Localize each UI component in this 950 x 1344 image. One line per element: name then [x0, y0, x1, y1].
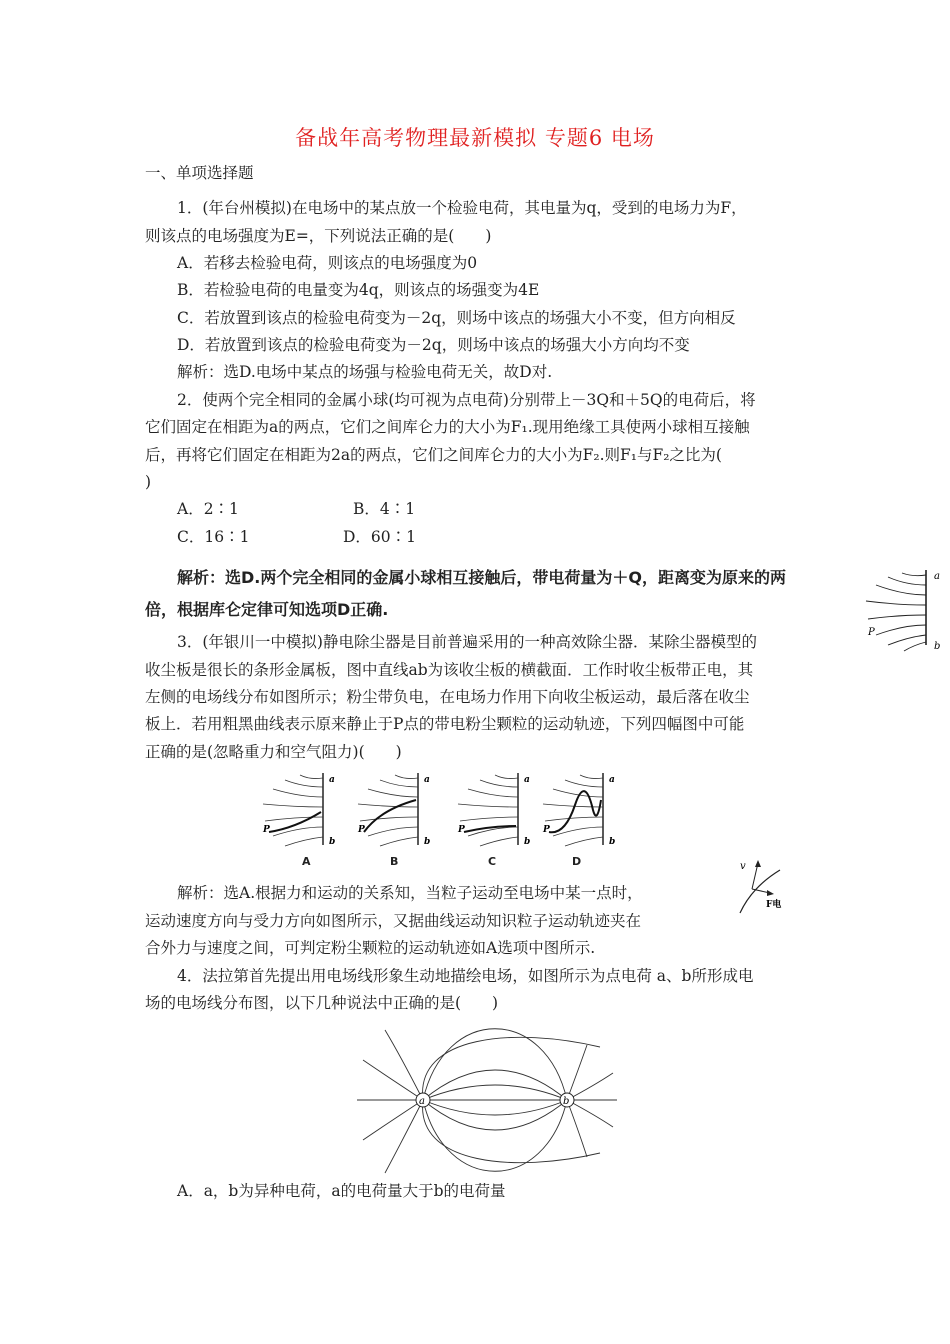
q1-stem-line2: 则该点的电场强度为E=，下列说法正确的是( ): [145, 227, 492, 245]
q3-stem-line3: 左侧的电场线分布如图所示；粉尘带负电，在电场力作用下向收尘板运动，最后落在收尘: [145, 688, 750, 706]
q2-stem-line2: 它们固定在相距为a的两点，它们之间库仑力的大小为F₁.现用绝缘工具使两小球相互接触: [145, 418, 750, 436]
q2-answer-line2: 倍，根据库仑定律可知选项D正确.: [145, 600, 389, 619]
fig-label-plate_bottom: b: [424, 837, 431, 847]
fig-label-point: P: [263, 825, 270, 835]
q1-stem-line1: 1．(年台州模拟)在电场中的某点放一个检验电荷，其电量为q，受到的电场力为F，: [177, 199, 747, 217]
page-title: 备战年高考物理最新模拟 专题6 电场: [295, 126, 655, 150]
field-line: [545, 817, 603, 821]
q2-stem-line1: 2．使两个完全相同的金属小球(均可视为点电荷)分别带上－3Q和＋5Q的电荷后，将: [177, 391, 756, 409]
field-line: [460, 817, 518, 821]
field-line: [480, 780, 518, 787]
q3-stem-line1: 3．(年银川一中模拟)静电除尘器是目前普遍采用的一种高效除尘器．某除尘器模型的: [177, 633, 757, 651]
field-line: [285, 780, 323, 787]
velocity-force-figure: [730, 855, 800, 915]
field-line: [495, 775, 518, 779]
field-line: [395, 775, 418, 779]
side-fig-label-a: a: [934, 571, 940, 582]
side-fig-label-b: b: [934, 641, 941, 652]
field-line: [368, 789, 418, 797]
fig-label-plate_bottom: b: [329, 837, 336, 847]
q2-option-c: C．16∶1: [177, 528, 250, 546]
fig-label-point: P: [458, 825, 465, 835]
field-line: [358, 804, 418, 807]
field-line: [580, 775, 603, 779]
q2-answer-line1: 解析：选D.两个完全相同的金属小球相互接触后，带电荷量为＋Q，距离变为原来的两: [177, 568, 786, 587]
q3-answer-line1: 解析：选A.根据力和运动的关系知，当粒子运动至电场中某一点时，: [177, 884, 643, 902]
q4-stem-line1: 4．法拉第首先提出用电场线形象生动地描绘电场，如图所示为点电荷 a、b所形成电: [177, 967, 754, 985]
trajectory-curve: [269, 812, 321, 832]
velocity-label: v: [740, 861, 746, 872]
q2-option-a: A．2∶1: [177, 500, 239, 518]
force-label: F电: [766, 900, 782, 910]
field-line: [285, 837, 323, 846]
q3-figures-svg: [255, 770, 625, 850]
q1-option-d: D．若放置到该点的检验电荷变为－2q，则场中该点的场强大小方向均不变: [177, 336, 690, 354]
q1-option-a: A．若移去检验电荷，则该点的电场强度为0: [177, 254, 478, 272]
q3-figure-b: [357, 773, 430, 847]
q3-fig-label-c: C: [488, 855, 497, 868]
q4-stem-line2: 场的电场线分布图，以下几种说法中正确的是( ): [145, 994, 499, 1012]
charge-b-label: b: [563, 1096, 570, 1107]
field-line: [458, 804, 518, 807]
q3-stem-line5: 正确的是(忽略重力和空气阻力)( ): [145, 743, 402, 761]
fig-label-point: P: [358, 825, 365, 835]
q3-figure-a: [262, 773, 335, 847]
q3-answer-line3: 合外力与速度之间，可判定粉尘颗粒的运动轨迹如A选项中图所示.: [145, 939, 596, 957]
q1-option-c: C．若放置到该点的检验电荷变为－2q，则场中该点的场强大小不变，但方向相反: [177, 309, 736, 327]
side-fig-label-p: P: [868, 627, 875, 638]
fig-label-point: P: [543, 825, 550, 835]
q1-answer: 解析：选D.电场中某点的场强与检验电荷无关，故D对.: [177, 363, 553, 381]
field-line: [300, 775, 323, 779]
q2-stem-line3: 后，再将它们固定在相距为2a的两点，它们之间库仑力的大小为F₂.则F₁与F₂之比为(: [145, 446, 722, 464]
q3-stem-line4: 板上．若用粗黑曲线表示原来静止于P点的带电粉尘颗粒的运动轨迹，下列四幅图中可能: [145, 715, 745, 733]
field-line: [380, 780, 418, 787]
fig-label-plate_top: a: [609, 775, 615, 785]
field-line: [380, 837, 418, 846]
q1-option-b: B．若检验电荷的电量变为4q，则该点的场强变为4E: [177, 281, 540, 299]
field-line: [480, 837, 518, 846]
trajectory-curve: [549, 791, 601, 832]
q2-option-d: D．60∶1: [343, 528, 417, 546]
q2-option-b: B．4∶1: [353, 500, 416, 518]
charge-a-label: a: [419, 1096, 425, 1107]
field-line: [273, 789, 323, 797]
q3-figure-c: [457, 773, 530, 847]
q3-answer-line2: 运动速度方向与受力方向如图所示，又据曲线运动知识粒子运动轨迹夹在: [145, 912, 642, 930]
fig-label-plate_top: a: [329, 775, 335, 785]
fig-label-plate_top: a: [424, 775, 430, 785]
charge-field-diagram: [355, 1025, 620, 1180]
q3-stem-line2: 收尘板是很长的条形金属板，图中直线ab为该收尘板的横截面．工作时收尘板带正电，其: [145, 661, 754, 679]
q3-figure-d: [542, 773, 615, 847]
field-line: [565, 780, 603, 787]
field-line-side-figure: [858, 565, 950, 655]
trajectory-curve: [464, 826, 516, 832]
q3-fig-label-d: D: [572, 855, 582, 868]
q2-stem-line4: ): [145, 473, 152, 491]
fig-label-plate_bottom: b: [609, 837, 616, 847]
field-line: [565, 837, 603, 846]
q3-fig-label-b: B: [390, 855, 399, 868]
field-line: [543, 804, 603, 807]
field-line: [263, 804, 323, 807]
field-line: [368, 827, 418, 836]
field-line: [265, 817, 323, 821]
field-line: [468, 827, 518, 836]
section-heading: 一、单项选择题: [145, 164, 254, 182]
fig-label-plate_top: a: [524, 775, 530, 785]
field-line: [360, 817, 418, 821]
field-line: [273, 827, 323, 836]
fig-label-plate_bottom: b: [524, 837, 531, 847]
q3-fig-label-a: A: [302, 855, 311, 868]
q4-option-a: A．a，b为异种电荷，a的电荷量大于b的电荷量: [177, 1182, 506, 1200]
field-line: [468, 789, 518, 797]
q3-option-figures: [255, 770, 625, 850]
